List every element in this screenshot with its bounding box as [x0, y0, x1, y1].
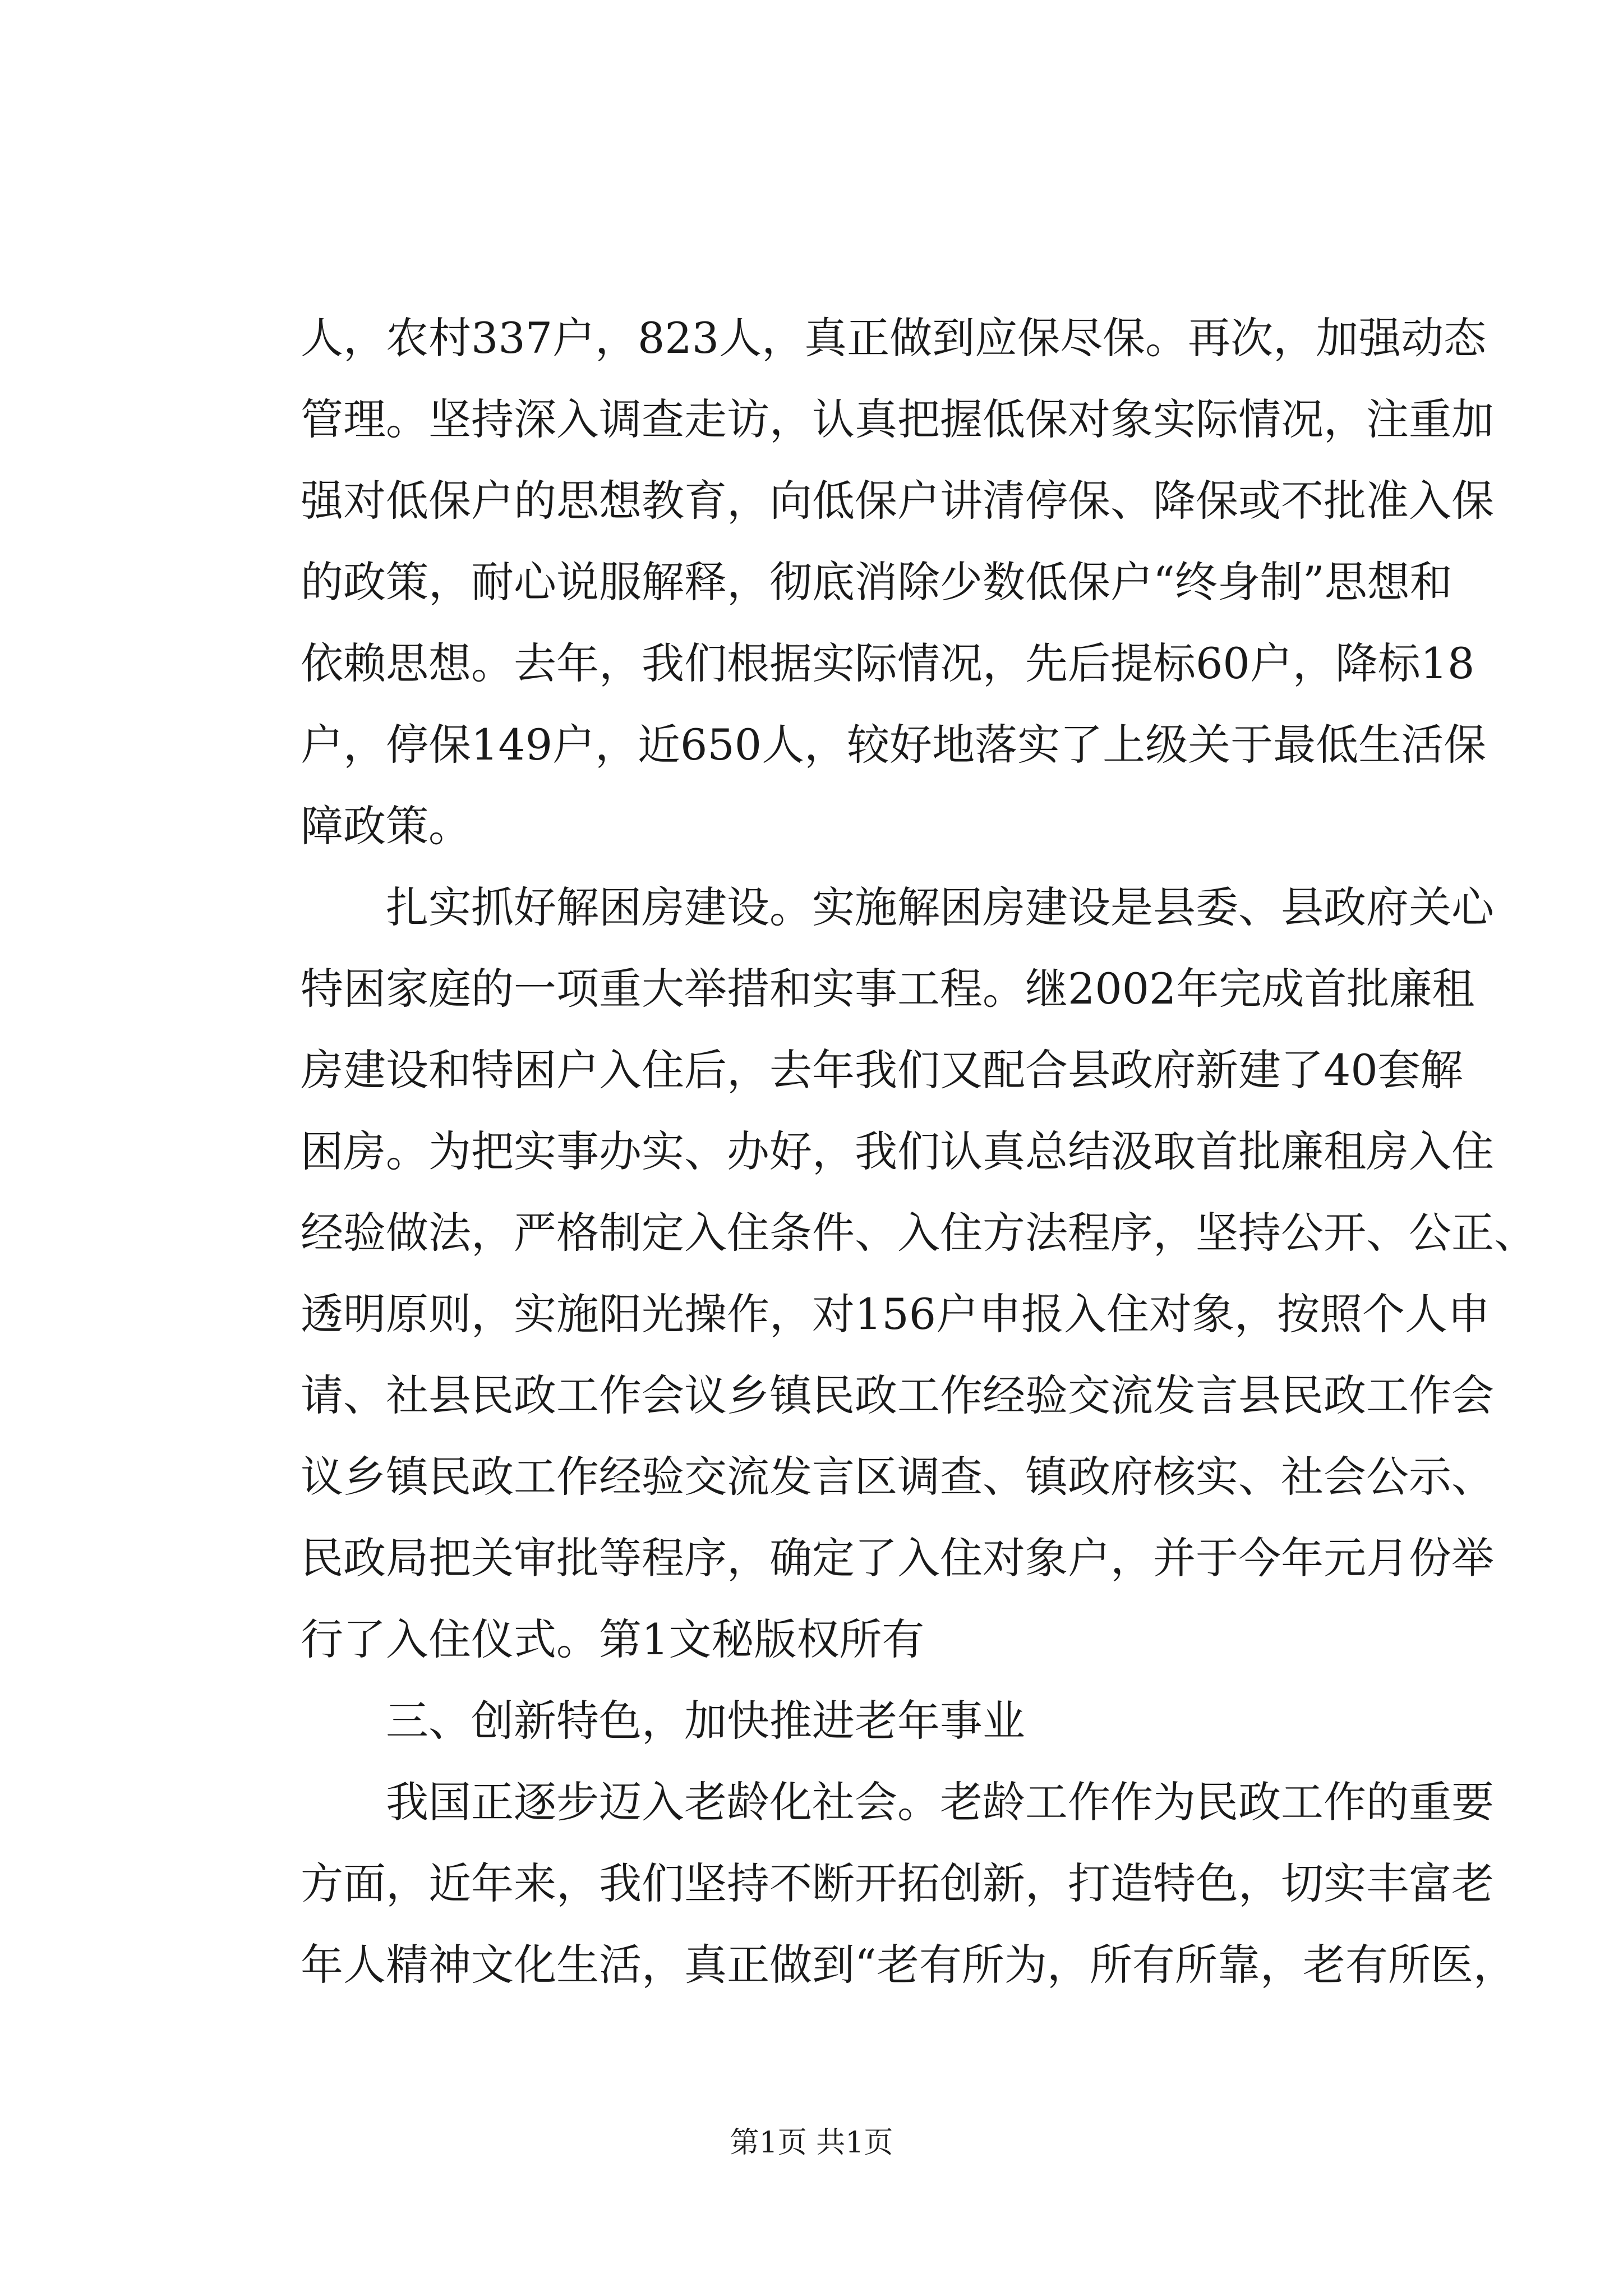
text-line: 特困家庭的一项重大举措和实事工程。继2002年完成首批廉租 [301, 964, 1475, 1014]
body-text [301, 297, 1537, 2005]
section-heading: 三、创新特色，加快推进老年事业 [301, 1696, 1025, 1746]
text-line: 透明原则，实施阳光操作，对156户申报入住对象，按照个人申 [301, 1289, 1491, 1339]
paragraph-start-line: 我国正逐步迈入老龄化社会。老龄工作作为民政工作的重要 [301, 1777, 1494, 1827]
text-line: 房建设和特困户入住后，去年我们又配合县政府新建了40套解 [301, 1045, 1463, 1095]
text-line: 年人精神文化生活，真正做到“老有所为，所有所靠，老有所医， [301, 1940, 1516, 1990]
text-line: 障政策。 [301, 801, 471, 851]
text-line: 户，停保149户，近650人，较好地落实了上级关于最低生活保 [301, 720, 1487, 770]
text-line: 民政局把关审批等程序，确定了入住对象户，并于今年元月份举 [301, 1533, 1494, 1583]
text-line: 强对低保户的思想教育，向低保户讲清停保、降保或不批准入保 [301, 476, 1494, 526]
paragraph-start-line: 扎实抓好解困房建设。实施解困房建设是县委、县政府关心 [301, 882, 1494, 932]
text-line: 议乡镇民政工作经验交流发言区调查、镇政府核实、社会公示、 [301, 1452, 1494, 1502]
page-number: 第1页 共1页 [730, 2126, 893, 2160]
text-line: 请、社县民政工作会议乡镇民政工作经验交流发言县民政工作会 [301, 1370, 1494, 1420]
text-line: 管理。坚持深入调查走访，认真把握低保对象实际情况，注重加 [301, 394, 1494, 444]
text-line: 方面，近年来，我们坚持不断开拓创新，打造特色，切实丰富老 [301, 1858, 1494, 1908]
text-line: 依赖思想。去年，我们根据实际情况，先后提标60户，降标18 [301, 638, 1475, 688]
text-line: 人，农村337户，823人，真正做到应保尽保。再次，加强动态 [301, 313, 1487, 363]
page-footer [0, 2126, 1623, 2160]
text-line: 困房。为把实事办实、办好，我们认真总结汲取首批廉租房入住 [301, 1126, 1494, 1176]
text-line: 行了入住仪式。第1文秘版权所有 [301, 1614, 925, 1664]
text-line: 经验做法，严格制定入住条件、入住方法程序，坚持公开、公正、 [301, 1208, 1537, 1258]
text-line: 的政策，耐心说服解释，彻底消除少数低保户“终身制”思想和 [301, 557, 1453, 607]
